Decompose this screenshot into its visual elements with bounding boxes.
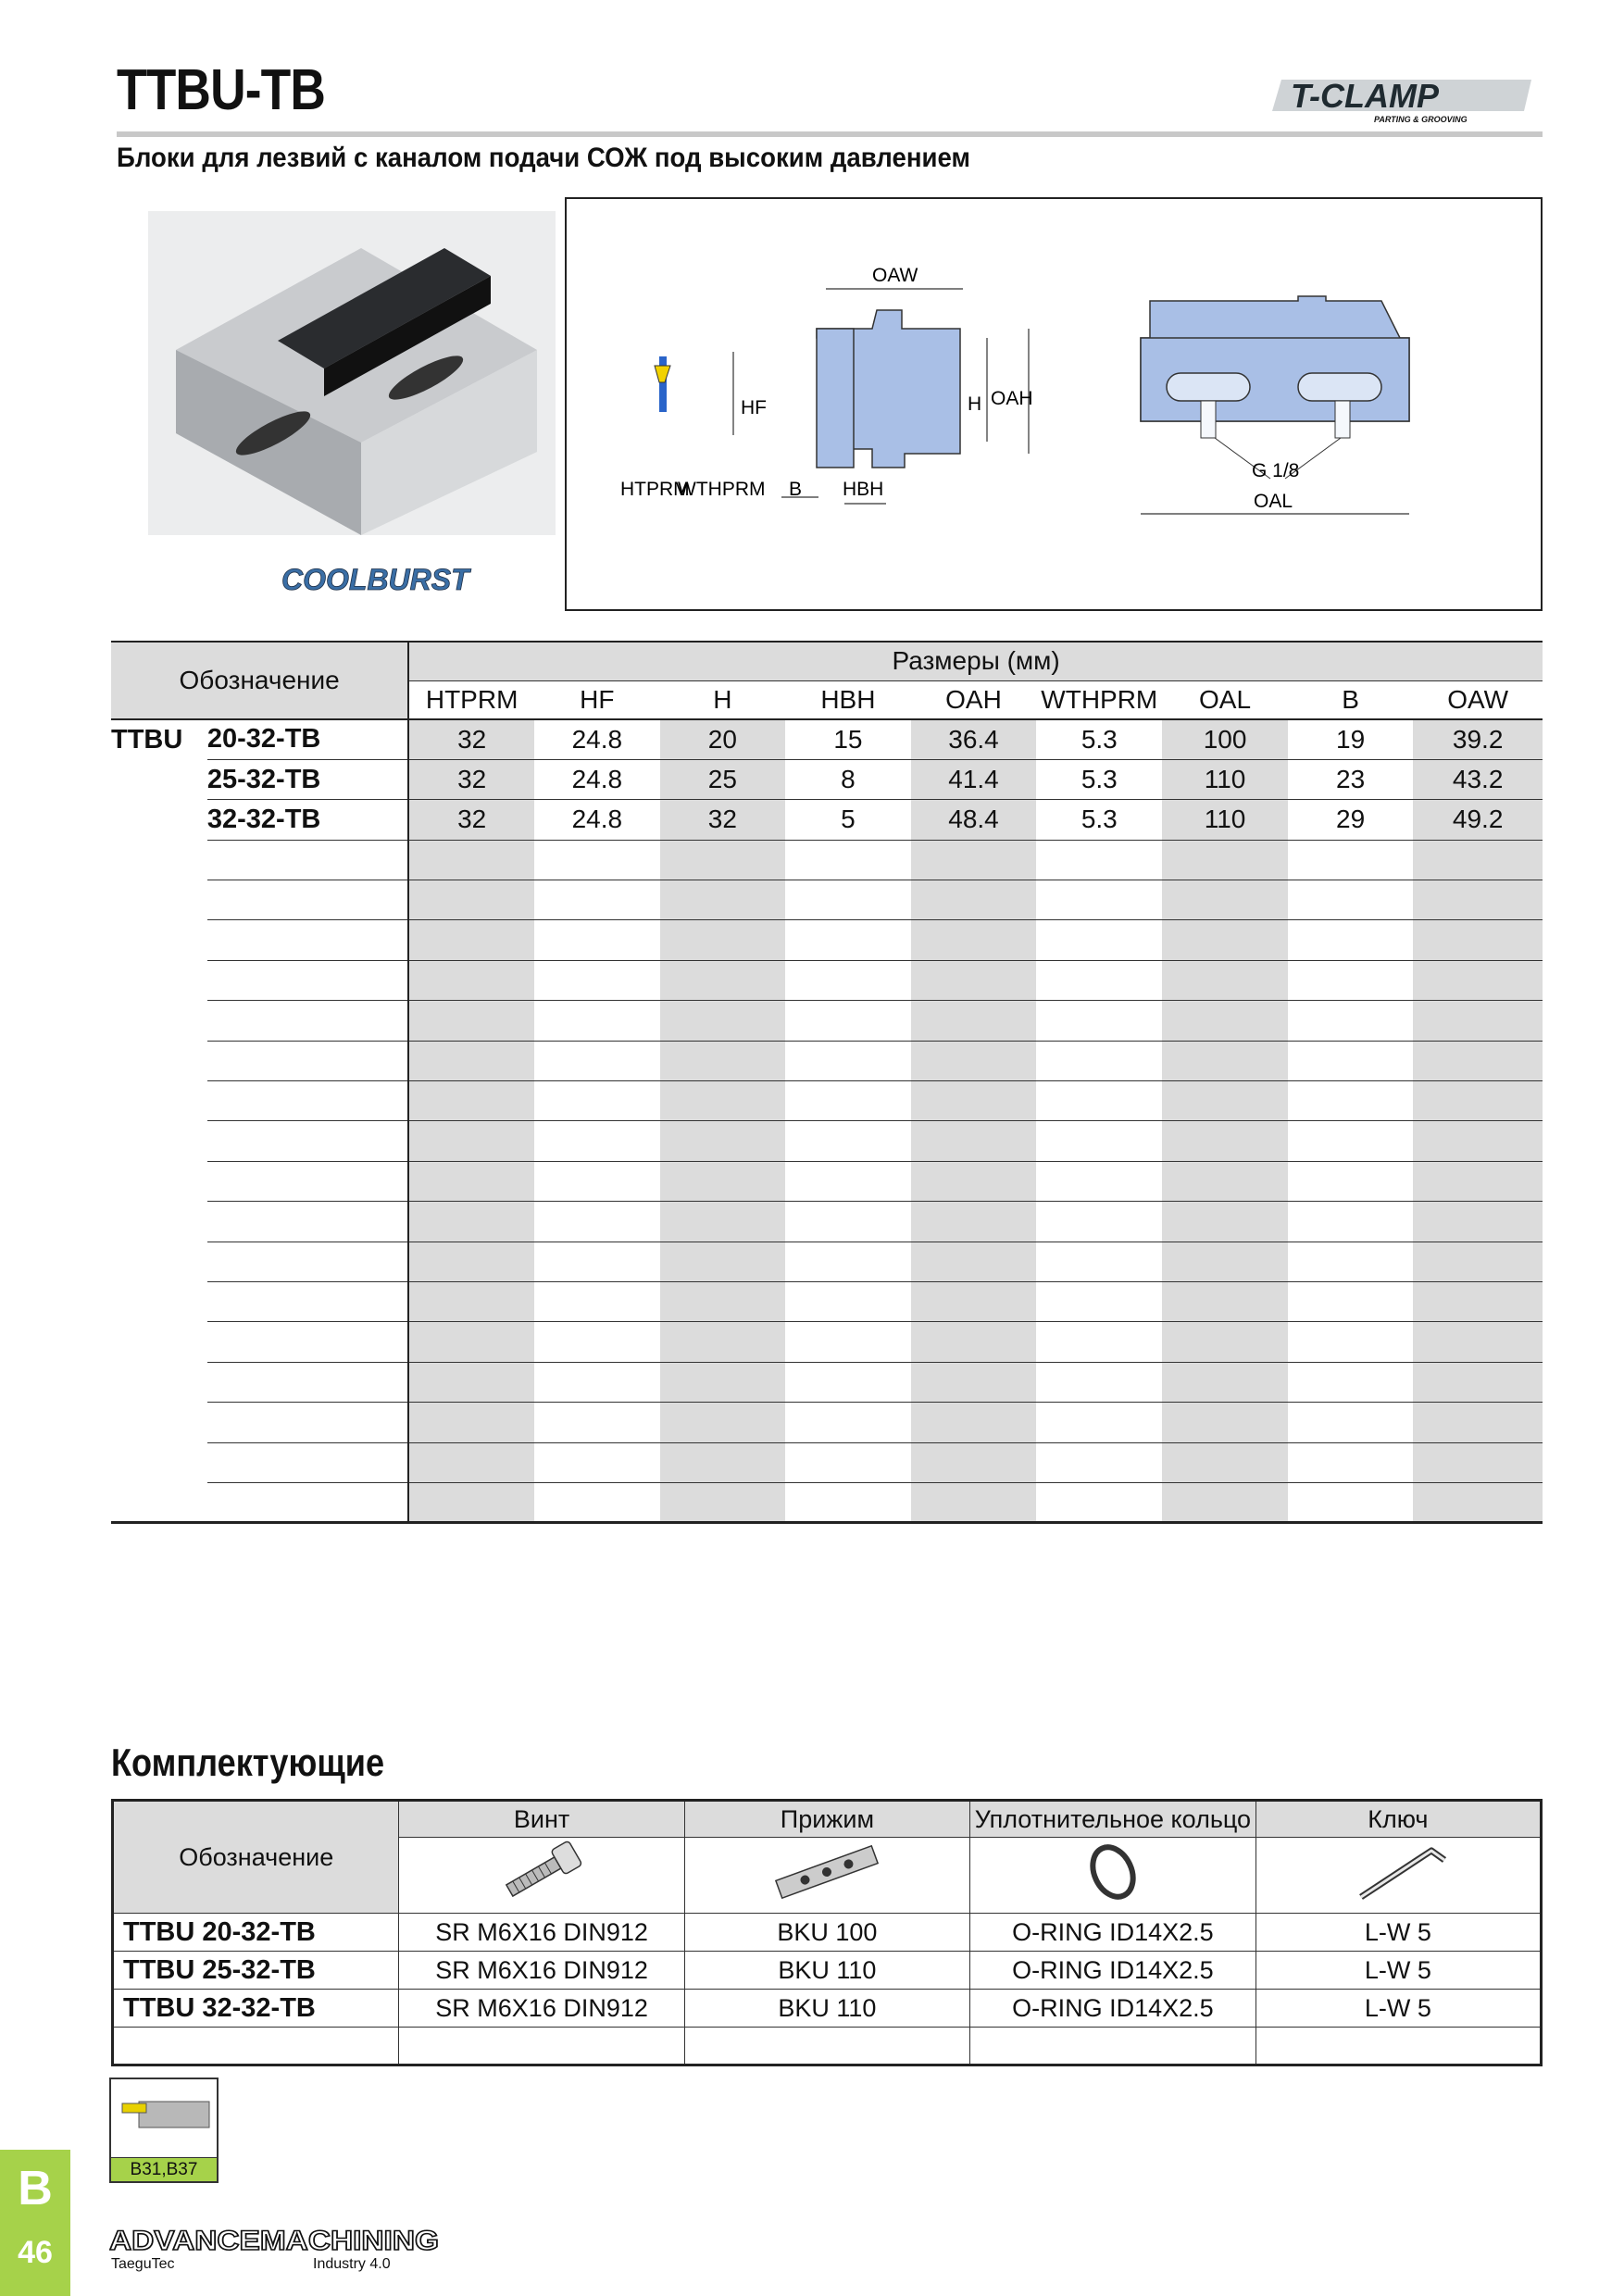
empty-row	[111, 1121, 1543, 1161]
label-htprm: HTPRM	[620, 479, 690, 500]
acc-cell: O-RING ID14X2.5	[970, 1990, 1256, 2028]
cell-oaw: 49.2	[1413, 800, 1543, 840]
acc-cell: SR M6X16 DIN912	[399, 1952, 684, 1990]
grooving-tool-icon	[111, 2079, 217, 2157]
col-hbh: HBH	[785, 680, 911, 719]
accessories-table	[111, 1799, 1543, 2066]
label-g: G 1/8	[1252, 460, 1300, 481]
cell-b: 29	[1288, 800, 1413, 840]
table-row	[111, 759, 1543, 799]
cell-htprm: 32	[408, 719, 534, 759]
cell-htprm: 32	[408, 800, 534, 840]
label-hf: HF	[741, 397, 767, 418]
col-h: H	[660, 680, 785, 719]
cell-hbh: 15	[785, 719, 911, 759]
screw-icon	[486, 1840, 597, 1904]
acc-designation: TTBU 25-32-TB	[113, 1952, 399, 1990]
empty-row	[111, 960, 1543, 1000]
page-number: 46	[18, 2235, 53, 2270]
cell-hbh: 5	[785, 800, 911, 840]
col-b: B	[1288, 680, 1413, 719]
label-h: H	[968, 393, 982, 415]
o-ring-icon	[1076, 1840, 1150, 1904]
hex-key-icon	[1343, 1840, 1454, 1904]
label-hbh: HBH	[843, 479, 884, 500]
empty-row	[111, 840, 1543, 880]
label-oaw: OAW	[872, 265, 918, 286]
label-b: B	[789, 479, 803, 500]
empty-row	[113, 2028, 1542, 2065]
section-letter: B	[18, 2162, 53, 2215]
col-hf: HF	[534, 680, 660, 719]
dimensions-group-header: Размеры (мм)	[408, 642, 1543, 680]
empty-row	[111, 1442, 1543, 1482]
cell-hf: 24.8	[534, 800, 660, 840]
cell-oal: 110	[1162, 759, 1288, 799]
logo-text: T-CLAMP	[1291, 77, 1439, 115]
label-wthprm: WTHPRM	[678, 479, 766, 500]
acc-cell: O-RING ID14X2.5	[970, 1952, 1256, 1990]
empty-row	[111, 1081, 1543, 1121]
reference-pages: B31,B37	[111, 2157, 217, 2181]
row-prefix	[111, 759, 207, 799]
cell-oaw: 43.2	[1413, 759, 1543, 799]
cell-hbh: 8	[785, 759, 911, 799]
acc-col-key: Ключ	[1255, 1801, 1541, 1838]
col-oal: OAL	[1162, 680, 1288, 719]
label-oah: OAH	[991, 388, 1033, 409]
empty-row	[111, 1001, 1543, 1041]
advance-machining-logo	[109, 2218, 443, 2274]
clamp-icon	[762, 1840, 892, 1904]
section-tab	[0, 2150, 70, 2296]
acc-cell: L-W 5	[1255, 1952, 1541, 1990]
empty-row	[111, 1403, 1543, 1442]
footer-logo-left: TaeguTec	[111, 2256, 175, 2272]
acc-col-screw: Винт	[399, 1801, 684, 1838]
empty-row	[111, 1242, 1543, 1281]
footer-logo-main: ADVANCEMACHINING	[109, 2226, 440, 2256]
page-title: TTBU-TB	[117, 58, 325, 122]
empty-row	[111, 1322, 1543, 1362]
acc-cell: BKU 110	[684, 1952, 969, 1990]
acc-designation: TTBU 20-32-TB	[113, 1914, 399, 1952]
cell-htprm: 32	[408, 759, 534, 799]
acc-cell: L-W 5	[1255, 1990, 1541, 2028]
cell-h: 25	[660, 759, 785, 799]
page-subtitle: Блоки для лезвий с каналом подачи СОЖ под высоким давлением	[117, 143, 970, 173]
row-designation: 20-32-TB	[207, 719, 408, 759]
cell-oah: 48.4	[911, 800, 1037, 840]
cell-h: 20	[660, 719, 785, 759]
acc-col-oring: Уплотнительное кольцо	[970, 1801, 1256, 1838]
dimensions-table	[111, 641, 1543, 1524]
title-divider	[117, 131, 1543, 137]
acc-cell: O-RING ID14X2.5	[970, 1914, 1256, 1952]
cell-hf: 24.8	[534, 719, 660, 759]
cell-oaw: 39.2	[1413, 719, 1543, 759]
cell-h: 32	[660, 800, 785, 840]
cell-hf: 24.8	[534, 759, 660, 799]
coolburst-logo	[278, 558, 546, 601]
table-row	[111, 719, 1543, 759]
technical-drawing	[565, 197, 1543, 611]
cell-wthprm: 5.3	[1036, 719, 1162, 759]
acc-designation: TTBU 32-32-TB	[113, 1990, 399, 2028]
cell-wthprm: 5.3	[1036, 800, 1162, 840]
empty-row	[111, 1161, 1543, 1201]
row-designation: 32-32-TB	[207, 800, 408, 840]
col-oaw: OAW	[1413, 680, 1543, 719]
table-row	[113, 1914, 1542, 1952]
empty-row	[111, 1362, 1543, 1402]
empty-row	[111, 1281, 1543, 1321]
cell-oah: 41.4	[911, 759, 1037, 799]
col-htprm: HTPRM	[408, 680, 534, 719]
empty-row	[111, 1041, 1543, 1080]
col-oah: OAH	[911, 680, 1037, 719]
empty-row	[111, 1202, 1543, 1242]
empty-row	[111, 880, 1543, 920]
designation-header: Обозначение	[111, 642, 408, 719]
cell-b: 19	[1288, 719, 1413, 759]
cell-b: 23	[1288, 759, 1413, 799]
table-row	[113, 1952, 1542, 1990]
coolburst-text: COOLBURST	[281, 563, 469, 596]
acc-cell: BKU 110	[684, 1990, 969, 2028]
empty-row	[111, 920, 1543, 960]
acc-cell: SR M6X16 DIN912	[399, 1914, 684, 1952]
label-oal: OAL	[1254, 491, 1293, 512]
table-row	[113, 1990, 1542, 2028]
acc-designation-header: Обозначение	[113, 1801, 399, 1914]
cell-oah: 36.4	[911, 719, 1037, 759]
cell-oal: 100	[1162, 719, 1288, 759]
t-clamp-logo	[1263, 74, 1541, 130]
accessories-title: Комплектующие	[111, 1741, 385, 1784]
table-row	[111, 800, 1543, 840]
empty-row	[111, 1482, 1543, 1522]
row-designation: 25-32-TB	[207, 759, 408, 799]
cell-wthprm: 5.3	[1036, 759, 1162, 799]
row-prefix: TTBU	[111, 724, 183, 755]
row-prefix	[111, 800, 207, 840]
acc-cell: L-W 5	[1255, 1914, 1541, 1952]
product-photo	[148, 211, 556, 535]
acc-cell: BKU 100	[684, 1914, 969, 1952]
col-wthprm: WTHPRM	[1036, 680, 1162, 719]
acc-cell: SR M6X16 DIN912	[399, 1990, 684, 2028]
cell-oal: 110	[1162, 800, 1288, 840]
page-reference-box[interactable]	[109, 2078, 219, 2183]
acc-col-clamp: Прижим	[684, 1801, 969, 1838]
logo-tagline: PARTING & GROOVING	[1374, 115, 1468, 124]
footer-logo-right: Industry 4.0	[313, 2256, 391, 2272]
